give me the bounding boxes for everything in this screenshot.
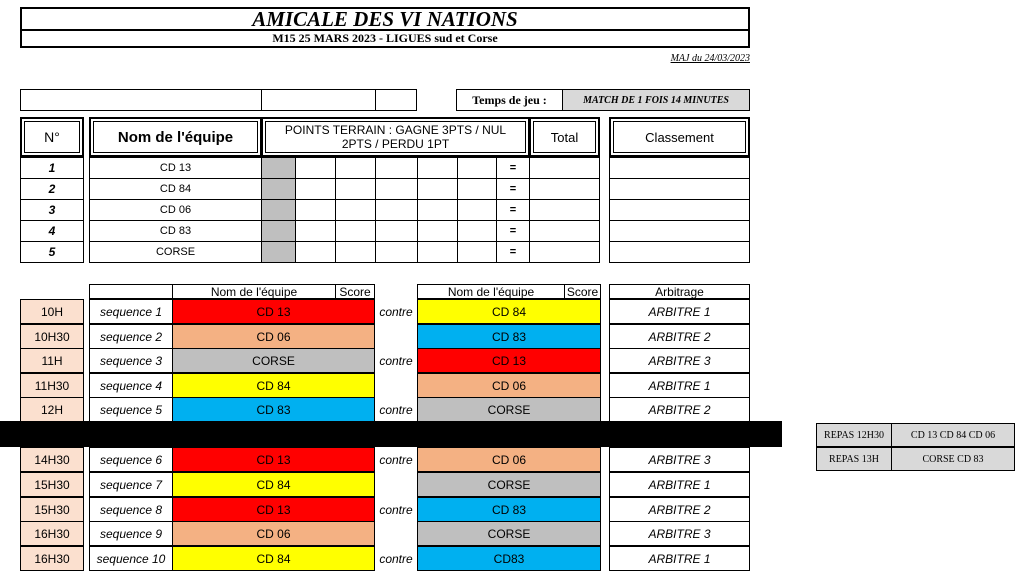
team1-cell: CD 84 xyxy=(172,373,375,398)
slot-sequence: sequence 8 xyxy=(89,497,173,522)
contre-label: contre xyxy=(379,304,413,319)
team2-cell: CD 06 xyxy=(417,373,601,398)
rank-classement xyxy=(609,220,750,242)
rank-points-cell xyxy=(417,157,458,179)
rank-points-cell xyxy=(375,241,418,263)
rank-team: CD 13 xyxy=(89,157,262,179)
arbitre-cell: ARBITRE 3 xyxy=(609,447,750,472)
rank-total xyxy=(529,220,600,242)
rank-points-cell xyxy=(261,241,296,263)
black-band xyxy=(0,421,782,447)
slot-time: 15H30 xyxy=(20,497,84,522)
rank-equals: = xyxy=(496,241,530,263)
rank-team: CD 83 xyxy=(89,220,262,242)
rank-points-cell xyxy=(335,178,376,200)
slot-sequence: sequence 10 xyxy=(89,546,173,571)
col-team1-header: Nom de l'équipe xyxy=(172,284,336,299)
rank-points-cell xyxy=(335,220,376,242)
team1-cell: CD 13 xyxy=(172,299,375,324)
rank-num: 2 xyxy=(20,178,84,200)
contre-label: contre xyxy=(379,402,413,417)
rank-equals: = xyxy=(496,220,530,242)
rank-points-cell xyxy=(375,157,418,179)
arbitre-cell: ARBITRE 3 xyxy=(609,348,750,373)
rank-total xyxy=(529,199,600,221)
team1-cell: CD 13 xyxy=(172,447,375,472)
team2-cell: CD83 xyxy=(417,546,601,571)
arbitre-cell: ARBITRE 2 xyxy=(609,397,750,422)
slot-sequence: sequence 1 xyxy=(89,299,173,324)
rank-points-cell xyxy=(375,220,418,242)
contre-label xyxy=(375,521,417,546)
slot-time: 14H30 xyxy=(20,447,84,472)
arbitre-cell: ARBITRE 1 xyxy=(609,546,750,571)
schedule-header-blank xyxy=(89,284,173,299)
col-score2-header: Score xyxy=(564,284,601,299)
slot-time: 15H30 xyxy=(20,472,84,497)
col-team-header: Nom de l'équipe xyxy=(89,117,262,157)
page-title: AMICALE DES VI NATIONS xyxy=(20,7,750,31)
rank-points-cell xyxy=(295,178,336,200)
contre-label xyxy=(375,373,417,398)
slot-sequence: sequence 2 xyxy=(89,324,173,349)
team2-cell: CORSE xyxy=(417,397,601,422)
rank-points-cell xyxy=(335,199,376,221)
arbitre-cell: ARBITRE 2 xyxy=(609,497,750,522)
rank-points-cell xyxy=(261,157,296,179)
team2-cell: CORSE xyxy=(417,472,601,497)
rank-total xyxy=(529,241,600,263)
col-arbitrage-header: Arbitrage xyxy=(609,284,750,299)
contre-label: contre xyxy=(379,353,413,368)
rank-num: 4 xyxy=(20,220,84,242)
slot-sequence: sequence 6 xyxy=(89,447,173,472)
col-num-header: N° xyxy=(20,117,84,157)
rank-classement xyxy=(609,157,750,179)
rank-classement xyxy=(609,199,750,221)
slot-sequence: sequence 9 xyxy=(89,521,173,546)
update-date: MAJ du 24/03/2023 xyxy=(670,53,750,64)
arbitre-cell: ARBITRE 1 xyxy=(609,472,750,497)
contre-label: contre xyxy=(379,452,413,467)
team2-cell: CD 13 xyxy=(417,348,601,373)
info-cell xyxy=(375,89,417,111)
rank-equals: = xyxy=(496,199,530,221)
rank-points-cell xyxy=(457,220,497,242)
team1-cell: CD 06 xyxy=(172,324,375,349)
contre-label: contre xyxy=(379,502,413,517)
team1-cell: CD 83 xyxy=(172,397,375,422)
arbitre-cell: ARBITRE 2 xyxy=(609,324,750,349)
slot-sequence: sequence 3 xyxy=(89,348,173,373)
rank-points-cell xyxy=(417,178,458,200)
arbitre-cell: ARBITRE 1 xyxy=(609,299,750,324)
team1-cell: CD 84 xyxy=(172,546,375,571)
team2-cell: CD 06 xyxy=(417,447,601,472)
temps-value: MATCH DE 1 FOIS 14 MINUTES xyxy=(562,89,750,111)
rank-points-cell xyxy=(417,241,458,263)
rank-num: 3 xyxy=(20,199,84,221)
rank-points-cell xyxy=(295,157,336,179)
rank-team: CORSE xyxy=(89,241,262,263)
rank-team: CD 06 xyxy=(89,199,262,221)
col-classement-header: Classement xyxy=(609,117,750,157)
slot-sequence: sequence 4 xyxy=(89,373,173,398)
rank-points-cell xyxy=(261,199,296,221)
rank-classement xyxy=(609,241,750,263)
arbitre-cell: ARBITRE 3 xyxy=(609,521,750,546)
rank-points-cell xyxy=(261,178,296,200)
col-total-header: Total xyxy=(529,117,600,157)
slot-time: 16H30 xyxy=(20,521,84,546)
rank-points-cell xyxy=(335,157,376,179)
rank-num: 5 xyxy=(20,241,84,263)
col-points-header: POINTS TERRAIN : GAGNE 3PTS / NUL 2PTS / PERDU 1PT xyxy=(261,117,530,157)
rank-team: CD 84 xyxy=(89,178,262,200)
slot-sequence: sequence 5 xyxy=(89,397,173,422)
col-team2-header: Nom de l'équipe xyxy=(417,284,565,299)
rank-num: 1 xyxy=(20,157,84,179)
rank-points-cell xyxy=(457,178,497,200)
team2-cell: CD 83 xyxy=(417,324,601,349)
team2-cell: CD 83 xyxy=(417,497,601,522)
rank-equals: = xyxy=(496,157,530,179)
rank-points-cell xyxy=(375,178,418,200)
rank-points-cell xyxy=(457,199,497,221)
slot-sequence: sequence 7 xyxy=(89,472,173,497)
arbitre-cell: ARBITRE 1 xyxy=(609,373,750,398)
rank-points-cell xyxy=(335,241,376,263)
repas-teams: CORSE CD 83 xyxy=(891,447,1015,471)
team1-cell: CD 84 xyxy=(172,472,375,497)
rank-equals: = xyxy=(496,178,530,200)
slot-time: 11H30 xyxy=(20,373,84,398)
team1-cell: CD 06 xyxy=(172,521,375,546)
temps-label: Temps de jeu : xyxy=(456,89,563,111)
contre-label xyxy=(375,472,417,497)
contre-label: contre xyxy=(379,551,413,566)
slot-time: 10H xyxy=(20,299,84,324)
slot-time: 11H xyxy=(20,348,84,373)
team1-cell: CORSE xyxy=(172,348,375,373)
slot-time: 10H30 xyxy=(20,324,84,349)
rank-points-cell xyxy=(295,199,336,221)
repas-time: REPAS 12H30 xyxy=(816,423,892,447)
contre-label xyxy=(375,324,417,349)
rank-points-cell xyxy=(375,199,418,221)
team2-cell: CORSE xyxy=(417,521,601,546)
rank-points-cell xyxy=(261,220,296,242)
team1-cell: CD 13 xyxy=(172,497,375,522)
page-subtitle: M15 25 MARS 2023 - LIGUES sud et Corse xyxy=(20,31,750,48)
info-cell xyxy=(261,89,376,111)
rank-points-cell xyxy=(457,241,497,263)
rank-points-cell xyxy=(417,220,458,242)
rank-points-cell xyxy=(457,157,497,179)
rank-points-cell xyxy=(295,241,336,263)
rank-points-cell xyxy=(417,199,458,221)
team2-cell: CD 84 xyxy=(417,299,601,324)
rank-points-cell xyxy=(295,220,336,242)
rank-total xyxy=(529,157,600,179)
slot-time: 12H xyxy=(20,397,84,422)
col-score1-header: Score xyxy=(335,284,375,299)
rank-classement xyxy=(609,178,750,200)
repas-teams: CD 13 CD 84 CD 06 xyxy=(891,423,1015,447)
info-cell xyxy=(20,89,262,111)
repas-time: REPAS 13H xyxy=(816,447,892,471)
rank-total xyxy=(529,178,600,200)
slot-time: 16H30 xyxy=(20,546,84,571)
